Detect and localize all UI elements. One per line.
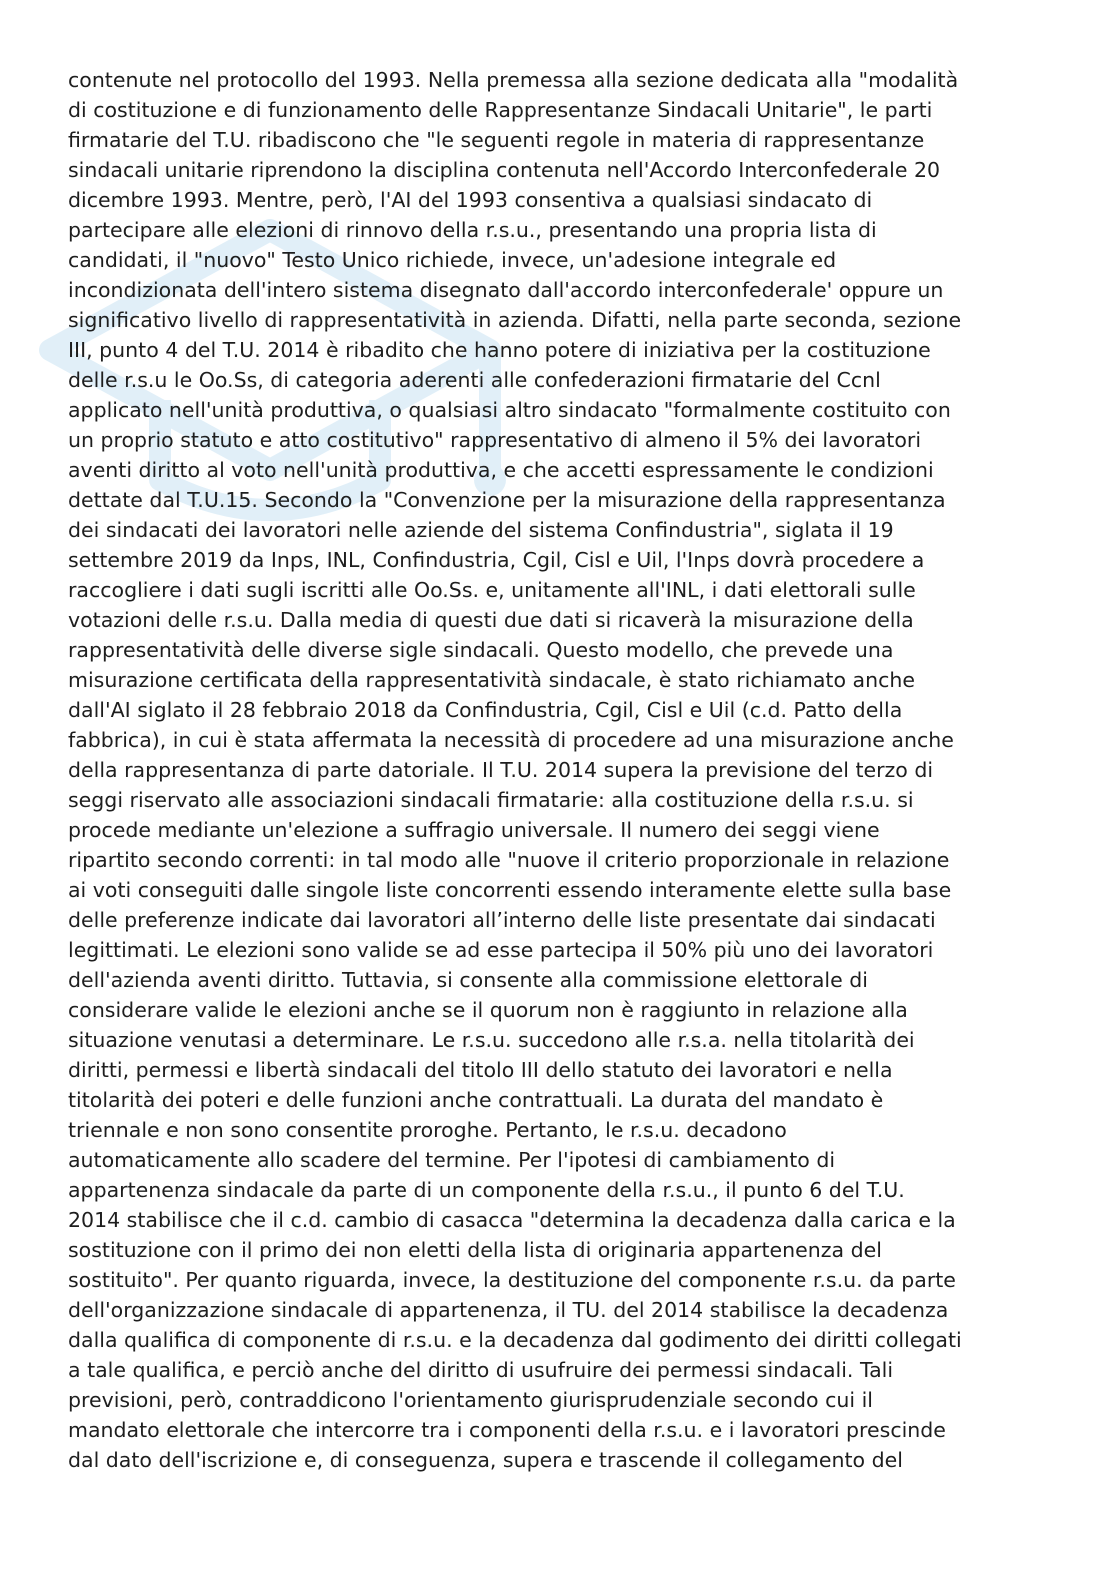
text-line: titolarità dei poteri e delle funzioni anche contrattuali. La durata del mandato è [68,1088,884,1112]
text-line: delle preferenze indicate dai lavoratori all’interno delle liste presentate dai sindacati [68,908,936,932]
text-line: appartenenza sindacale da parte di un componente della r.s.u., il punto 6 del T.U. [68,1178,905,1202]
text-line: dicembre 1993. Mentre, però, l'AI del 1993 consentiva a qualsiasi sindacato di [68,188,873,212]
text-line: misurazione certificata della rappresentatività sindacale, è stato richiamato anche [68,668,915,692]
text-line: significativo livello di rappresentatività in azienda. Difatti, nella parte seconda, sezione [68,308,962,332]
text-line: fabbrica), in cui è stata affermata la necessità di procedere ad una misurazione anche [68,728,954,752]
text-line: ripartito secondo correnti: in tal modo alle "nuove il criterio proporzionale in relazione [68,848,950,872]
text-line: delle r.s.u le Oo.Ss, di categoria aderenti alle confederazioni firmatarie del Ccnl [68,368,881,392]
body-text [68,65,1058,1475]
text-line: incondizionata dell'intero sistema disegnato dall'accordo interconfederale' oppure un [68,278,944,302]
text-line: contenute nel protocollo del 1993. Nella premessa alla sezione dedicata alla "modalità [68,68,959,92]
text-line: automaticamente allo scadere del termine. Per l'ipotesi di cambiamento di [68,1148,836,1172]
text-line: 2014 stabilisce che il c.d. cambio di casacca "determina la decadenza dalla carica e la [68,1208,956,1232]
text-line: votazioni delle r.s.u. Dalla media di questi due dati si ricaverà la misurazione della [68,608,914,632]
text-line: di costituzione e di funzionamento delle Rappresentanze Sindacali Unitarie", le parti [68,98,933,122]
text-line: rappresentatività delle diverse sigle sindacali. Questo modello, che prevede una [68,638,894,662]
text-line: partecipare alle elezioni di rinnovo della r.s.u., presentando una propria lista di [68,218,877,242]
text-line: procede mediante un'elezione a suffragio universale. Il numero dei seggi viene [68,818,880,842]
text-line: triennale e non sono consentite proroghe. Pertanto, le r.s.u. decadono [68,1118,787,1142]
text-line: previsioni, però, contraddicono l'orientamento giurisprudenziale secondo cui il [68,1388,873,1412]
text-line: ai voti conseguiti dalle singole liste concorrenti essendo interamente elette sulla base [68,878,952,902]
text-line: sostituito". Per quanto riguarda, invece, la destituzione del componente r.s.u. da parte [68,1268,956,1292]
text-line: dettate dal T.U.15. Secondo la "Convenzione per la misurazione della rappresentanza [68,488,946,512]
text-line: legittimati. Le elezioni sono valide se ad esse partecipa il 50% più uno dei lavoratori [68,938,934,962]
text-line: dei sindacati dei lavoratori nelle aziende del sistema Confindustria", siglata il 19 [68,518,894,542]
text-line: situazione venutasi a determinare. Le r.s.u. succedono alle r.s.a. nella titolarità dei [68,1028,915,1052]
text-line: dell'organizzazione sindacale di appartenenza, il TU. del 2014 stabilisce la decadenza [68,1298,949,1322]
text-line: candidati, il "nuovo" Testo Unico richiede, invece, un'adesione integrale ed [68,248,837,272]
text-line: firmatarie del T.U. ribadiscono che "le seguenti regole in materia di rappresentanze [68,128,925,152]
text-line: aventi diritto al voto nell'unità produttiva, e che accetti espressamente le condizioni [68,458,934,482]
text-line: mandato elettorale che intercorre tra i componenti della r.s.u. e i lavoratori prescinde [68,1418,946,1442]
text-line: dell'azienda aventi diritto. Tuttavia, si consente alla commissione elettorale di [68,968,868,992]
text-line: a tale qualifica, e perciò anche del diritto di usufruire dei permessi sindacali. Tali [68,1358,894,1382]
text-line: sostituzione con il primo dei non eletti della lista di originaria appartenenza del [68,1238,882,1262]
text-line: dal dato dell'iscrizione e, di conseguenza, supera e trascende il collegamento del [68,1448,903,1472]
text-line: considerare valide le elezioni anche se il quorum non è raggiunto in relazione alla [68,998,908,1022]
text-line: un proprio statuto e atto costitutivo" rappresentativo di almeno il 5% dei lavoratori [68,428,922,452]
text-line: diritti, permessi e libertà sindacali del titolo III dello statuto dei lavoratori e nella [68,1058,893,1082]
text-line: raccogliere i dati sugli iscritti alle Oo.Ss. e, unitamente all'INL, i dati elettorali sulle [68,578,916,602]
text-line: sindacali unitarie riprendono la disciplina contenuta nell'Accordo Interconfederale 20 [68,158,941,182]
text-line: III, punto 4 del T.U. 2014 è ribadito che hanno potere di iniziativa per la costituzione [68,338,931,362]
text-line: della rappresentanza di parte datoriale. Il T.U. 2014 supera la previsione del terzo di [68,758,934,782]
text-line: seggi riservato alle associazioni sindacali firmatarie: alla costituzione della r.s.u. si [68,788,914,812]
text-line: applicato nell'unità produttiva, o qualsiasi altro sindacato "formalmente costituito con [68,398,951,422]
text-line: dalla qualifica di componente di r.s.u. e la decadenza dal godimento dei diritti collegati [68,1328,962,1352]
text-line: dall'AI siglato il 28 febbraio 2018 da Confindustria, Cgil, Cisl e Uil (c.d. Patto della [68,698,903,722]
text-line: settembre 2019 da Inps, INL, Confindustria, Cgil, Cisl e Uil, l'Inps dovrà procedere a [68,548,925,572]
